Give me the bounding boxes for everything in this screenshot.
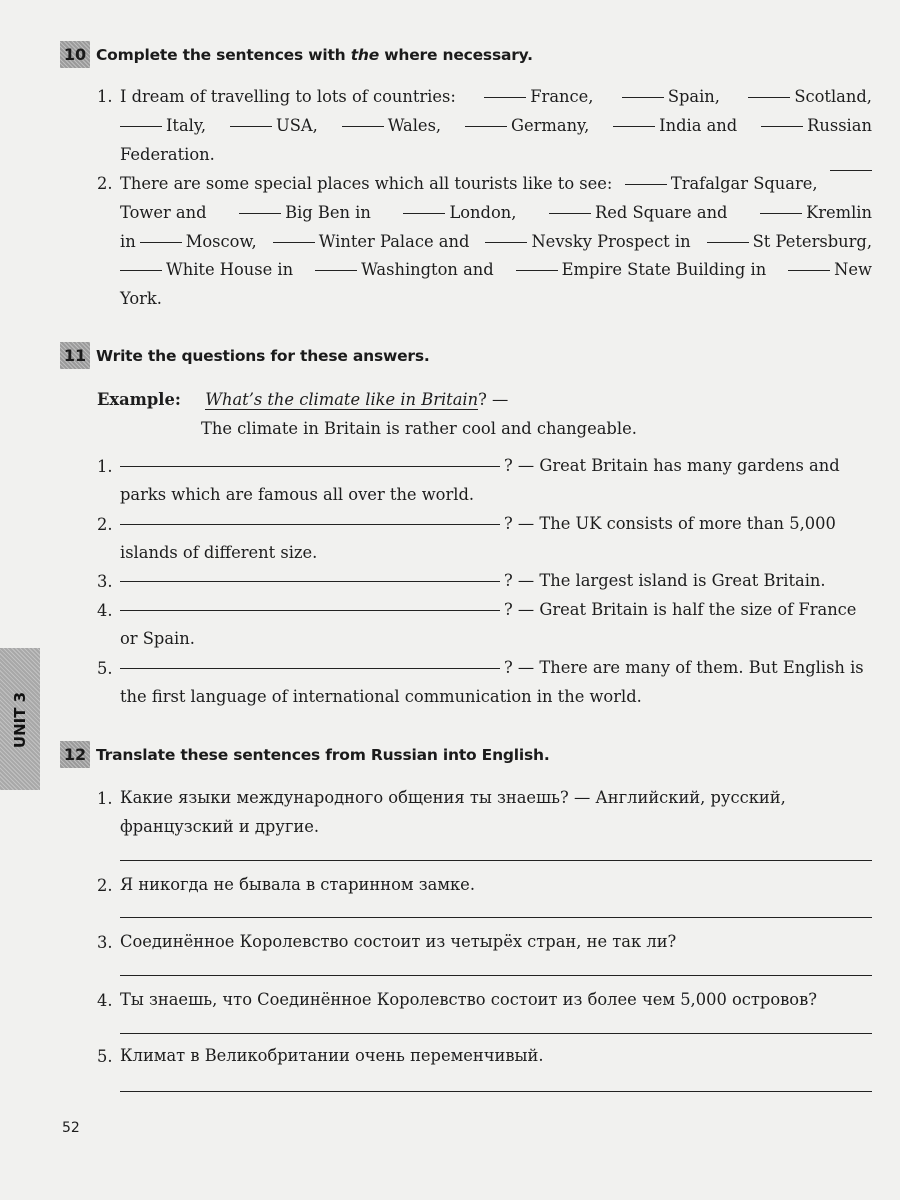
gap[interactable] xyxy=(140,242,182,243)
exercise-10-header xyxy=(60,41,533,68)
gap[interactable] xyxy=(485,242,527,243)
gap[interactable] xyxy=(120,270,162,271)
gap[interactable] xyxy=(549,213,591,214)
answer-text: ? — There are many of them. But English is xyxy=(504,658,864,677)
translation-answer-line[interactable] xyxy=(120,860,872,861)
gap[interactable] xyxy=(516,270,558,271)
ex11-item-number: 5. xyxy=(97,659,113,678)
answer-text: ? — Great Britain has many gardens and xyxy=(504,456,840,475)
exercise-12-number: 12 xyxy=(60,741,90,768)
ex10-item-1-number: 1. xyxy=(97,87,113,106)
exercise-11-title: Write the questions for these answers. xyxy=(96,346,430,365)
ex10-item-2-number: 2. xyxy=(97,174,113,193)
gap[interactable] xyxy=(230,126,272,127)
ex11-example xyxy=(97,386,508,415)
gap[interactable] xyxy=(761,126,803,127)
gap[interactable] xyxy=(239,213,281,214)
exercise-10-title: Complete the sentences with the where necessary. xyxy=(96,45,533,64)
translation-answer-line[interactable] xyxy=(120,1091,872,1092)
gap[interactable] xyxy=(484,97,526,98)
question-blank[interactable] xyxy=(120,524,500,525)
gap[interactable] xyxy=(403,213,445,214)
gap[interactable] xyxy=(315,270,357,271)
gap[interactable] xyxy=(465,126,507,127)
gap[interactable] xyxy=(748,97,790,98)
example-label: Example: xyxy=(97,390,181,409)
example-question: What’s the climate like in Britain xyxy=(205,390,479,409)
translation-answer-line[interactable] xyxy=(120,975,872,976)
gap[interactable] xyxy=(788,270,830,271)
question-blank[interactable] xyxy=(120,668,500,669)
translation-answer-line[interactable] xyxy=(120,1033,872,1034)
translation-answer-line[interactable] xyxy=(120,917,872,918)
russian-sentence: Я никогда не бывала в старинном замке. xyxy=(120,875,475,894)
gap[interactable] xyxy=(625,184,667,185)
unit-label: UNIT 3 xyxy=(11,691,29,749)
ex10-item-1-text: I dream of travelling to lots of countries: France, Spain, Scotland, Italy, USA, Wales, Germany, India and Russian Federation. xyxy=(120,87,872,164)
ex11-item-number: 4. xyxy=(97,601,113,620)
exercise-11-number: 11 xyxy=(60,342,90,369)
answer-text: ? — The largest island is Great Britain. xyxy=(504,571,826,590)
question-blank[interactable] xyxy=(120,581,500,582)
answer-text: ? — The UK consists of more than 5,000 xyxy=(504,514,836,533)
question-blank[interactable] xyxy=(120,610,500,611)
gap[interactable] xyxy=(342,126,384,127)
gap[interactable] xyxy=(120,126,162,127)
gap[interactable] xyxy=(760,213,802,214)
gap[interactable] xyxy=(622,97,664,98)
page-number: 52 xyxy=(62,1120,80,1136)
answer-continuation: islands of different size. xyxy=(120,543,318,562)
exercise-12-title: Translate these sentences from Russian into English. xyxy=(96,745,550,764)
russian-sentence: Климат в Великобритании очень переменчивый. xyxy=(120,1046,544,1065)
russian-sentence: Ты знаешь, что Соединённое Королевство состоит из более чем 5,000 островов? xyxy=(120,990,818,1009)
example-suffix: ? — xyxy=(478,390,509,409)
gap[interactable] xyxy=(707,242,749,243)
gap[interactable] xyxy=(613,126,655,127)
ex12-item-number: 1. xyxy=(97,789,113,808)
question-blank[interactable] xyxy=(120,466,500,467)
ex11-item-number: 1. xyxy=(97,457,113,476)
answer-continuation: or Spain. xyxy=(120,629,195,648)
ex12-item-number: 5. xyxy=(97,1047,113,1066)
russian-sentence: Какие языки международного общения ты знаешь? — Английский, русский, xyxy=(120,788,786,807)
example-answer: The climate in Britain is rather cool and changeable. xyxy=(201,419,637,438)
ex12-item-number: 3. xyxy=(97,933,113,952)
russian-sentence-continuation: французский и другие. xyxy=(120,817,320,836)
ex10-item-2-text: There are some special places which all tourists like to see: Trafalgar Square, Tower and Big Ben in London, Red Square and Kremlin in Moscow, Winter Palace and Nevsky Prospect in St Petersburg, White House in Washington and Empire State Building in New York. xyxy=(120,170,872,314)
answer-continuation: parks which are famous all over the world. xyxy=(120,485,475,504)
exercise-10-number: 10 xyxy=(60,41,90,68)
gap[interactable] xyxy=(830,170,872,171)
ex11-item-number: 3. xyxy=(97,572,113,591)
ex11-item-number: 2. xyxy=(97,515,113,534)
gap[interactable] xyxy=(273,242,315,243)
answer-continuation: the first language of international communication in the world. xyxy=(120,687,642,706)
answer-text: ? — Great Britain is half the size of France xyxy=(504,600,857,619)
ex12-item-number: 2. xyxy=(97,876,113,895)
russian-sentence: Соединённое Королевство состоит из четырёх стран, не так ли? xyxy=(120,932,677,951)
exercise-11-header xyxy=(60,342,430,369)
exercise-12-header xyxy=(60,741,550,768)
ex12-item-number: 4. xyxy=(97,991,113,1010)
